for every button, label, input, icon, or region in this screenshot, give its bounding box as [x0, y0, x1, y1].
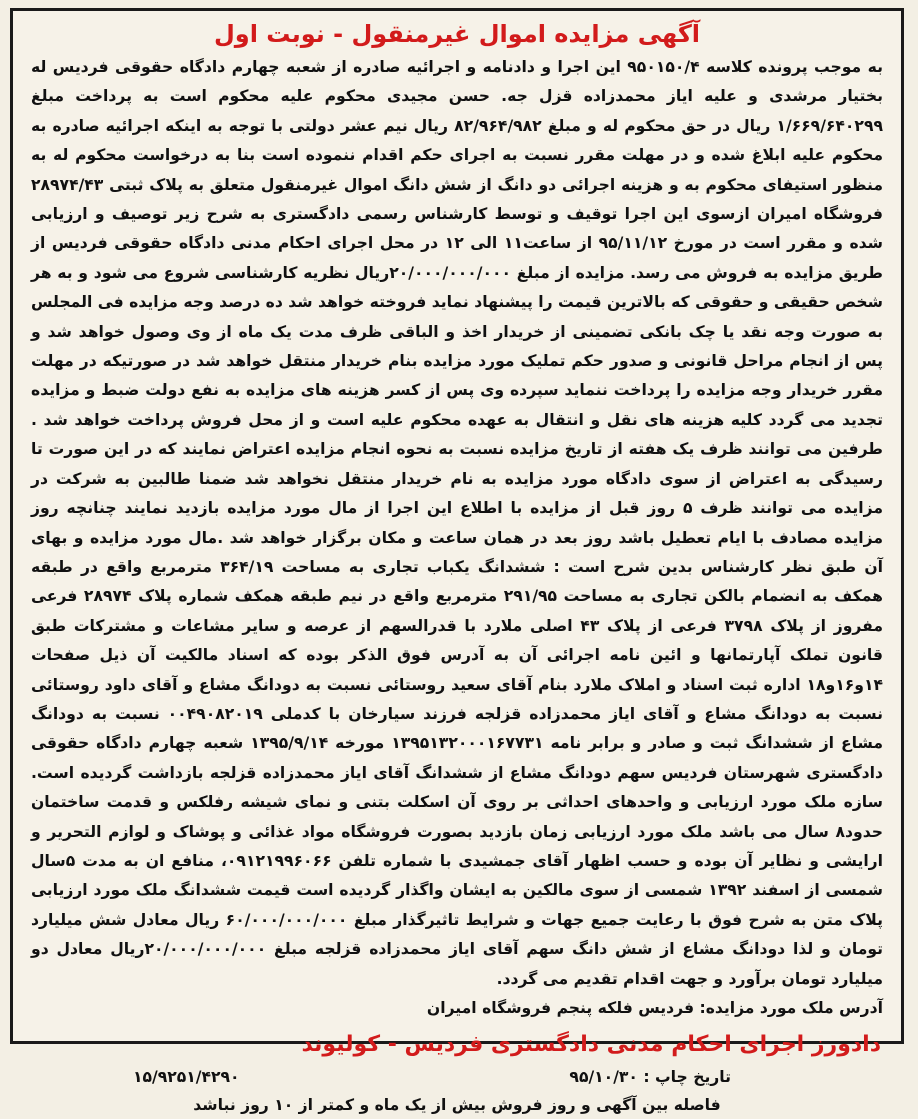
ad-title: آگهی مزایده اموال غیرمنقول - نوبت اول	[213, 20, 700, 48]
notice-text: فاصله بین آگهی و روز فروش بیش از یک ماه و کمتر از ۱۰ روز نباشد	[193, 1096, 721, 1114]
ad-code: ۱۵/۹۲۵۱/۴۲۹۰	[133, 1068, 240, 1086]
signature: دادورز اجرای احکام مدنی دادگستری فردیس - کولیوند	[301, 1032, 881, 1057]
print-date: تاریخ چاپ : ۹۵/۱۰/۳۰	[569, 1068, 731, 1086]
meta-row	[13, 1063, 901, 1091]
ad-body: به موجب پرونده کلاسه ۹۵۰۱۵۰/۴ این اجرا و دادنامه و اجرائیه صادره از شعبه چهارم دادگاه حقوقی فردیس له بختیار مرشدی و علیه ایاز محمدزاده قزل جه. حسن مجیدی محکوم علیه محکوم است به پرداخت مبلغ ۱/۶۶۹/۶۴۰۲۹۹ ریال در حق محکوم له و مبلغ ۸۲/۹۶۴/۹۸۲ ریال نیم عشر دولتی با توجه به اینکه اجرائیه صادره به محکوم علیه ابلاغ شده و در مهلت مقرر نسبت به اجرای حکم اقدام ننموده است بنا به درخواست محکوم له به منظور استیفای محکوم به و هزینه اجرائی دو دانگ از شش دانگ اموال غیرمنقول متعلق به پلاک ثبتی ۲۸۹۷۴/۴۳ فروشگاه امیران ازسوی این اجرا توقیف و توسط کارشناس رسمی دادگستری به شرح زیر توصیف و ارزیابی شده و مقرر است در مورخ ۹۵/۱۱/۱۲ از ساعت۱۱ الی ۱۲ در محل اجرای احکام مدنی دادگاه حقوقی فردیس از طریق مزایده به فروش می رسد. مزایده از مبلغ ۲۰/۰۰۰/۰۰۰/۰۰۰ریال نظریه کارشناسی شروع می شود و به هر شخص حقیقی و حقوقی که بالاترین قیمت را پیشنهاد نماید فروخته خواهد شد ده درصد وجه مزایده فی المجلس به صورت وجه نقد یا چک بانکی تضمینی از خریدار اخذ و الباقی ظرف مدت یک ماه از وی وصول خواهد شد و پس از انجام مراحل قانونی و صدور حکم تملیک مورد مزایده بنام خریدار منتقل خواهد شد در صورتیکه در مهلت مقرر خریدار وجه مزایده را پرداخت ننماید سپرده وی پس از کسر هزینه های مزایده به نفع دولت ضبط و مزایده تجدید می گردد کلیه هزینه های نقل و انتقال به عهده محکوم علیه است و از محل فروش پرداخت خواهد شد . طرفین می توانند ظرف یک هفته از تاریخ مزایده نسبت به نحوه انجام مزایده اعتراض نمایند که در این صورت تا رسیدگی به اعتراض از سوی دادگاه مورد مزایده به نام خریدار منتقل نخواهد شد ضمنا طالبین به شرکت در مزایده می توانند ظرف ۵ روز قبل از مزایده با اطلاع این اجرا از مال مورد مزایده بازدید نمایند چنانچه روز مزایده مصادف با ایام تعطیل باشد روز بعد در همان ساعت و مکان برگزار خواهد شد .مال مورد مزایده و بهای آن طبق نظر کارشناس بدین شرح است : ششدانگ یکباب تجاری به مساحت ۳۶۴/۱۹ مترمربع واقع در طبقه همکف به انضمام بالکن تجاری به مساحت ۲۹۱/۹۵ مترمربع واقع در نیم طبقه همکف شماره پلاک ۲۸۹۷۴ فرعی مفروز از پلاک ۳۷۹۸ فرعی از پلاک ۴۳ اصلی ملارد با قدرالسهم از عرصه و سایر مشاعات و مشترکات طبق قانون تملک آپارتمانها و ائین نامه اجرائی آن به آدرس فوق الذکر بوده که اسناد مالکیت آن ذیل صفحات ۱۴و۱۶و۱۸ اداره ثبت اسناد و املاک ملارد بنام آقای سعید روستائی نسبت به دودانگ مشاع و آقای داود روستائی نسبت به دودانگ مشاع و آقای ایاز محمدزاده قزلجه فرزند سیارخان با کدملی ۰۰۴۹۰۸۲۰۱۹ نسبت به دودانگ مشاع از ششدانگ ثبت و صادر و برابر نامه ۱۳۹۵۱۳۲۰۰۰۱۶۷۷۳۱ مورخه ۱۳۹۵/۹/۱۴ شعبه چهارم دادگاه حقوقی دادگستری شهرستان فردیس سهم دودانگ مشاع از ششدانگ آقای ایاز محمدزاده قزلجه بازداشت گردیده است. سازه ملک مورد ارزیابی و واحدهای احداثی بر روی آن اسکلت بتنی و نمای شیشه رفلکس و قدمت ساختمان حدود۸ سال می باشد ملک مورد ارزیابی زمان بازدید بصورت فروشگاه مواد غذائی و پوشاک و لوازم التحریر و ارایشی و نظایر آن بوده و حسب اظهار آقای جمشیدی با شماره تلفن ۰۹۱۲۱۹۹۶۰۶۶، منافع ان به مدت ۵سال شمسی از اسفند ۱۳۹۲ شمسی از سوی مالکین به ایشان واگذار گردیده است قیمت ششدانگ ملک مورد ارزیابی پلاک متن به شرح فوق با رعایت جمیع جهات و شرایط تاثیرگذار مبلغ ۶۰/۰۰۰/۰۰۰/۰۰۰ ریال معادل شش میلیارد تومان و لذا دودانگ مشاع از شش دانگ سهم آقای ایاز محمدزاده قزلجه مبلغ ۲۰/۰۰۰/۰۰۰/۰۰۰ریال معادل دو میلیارد تومان برآورد و جهت اقدام تقدیم می گردد.	[31, 58, 884, 988]
property-address: آدرس ملک مورد مزایده: فردیس فلکه پنجم فروشگاه امیران	[426, 999, 883, 1017]
ad-frame	[10, 8, 904, 1114]
